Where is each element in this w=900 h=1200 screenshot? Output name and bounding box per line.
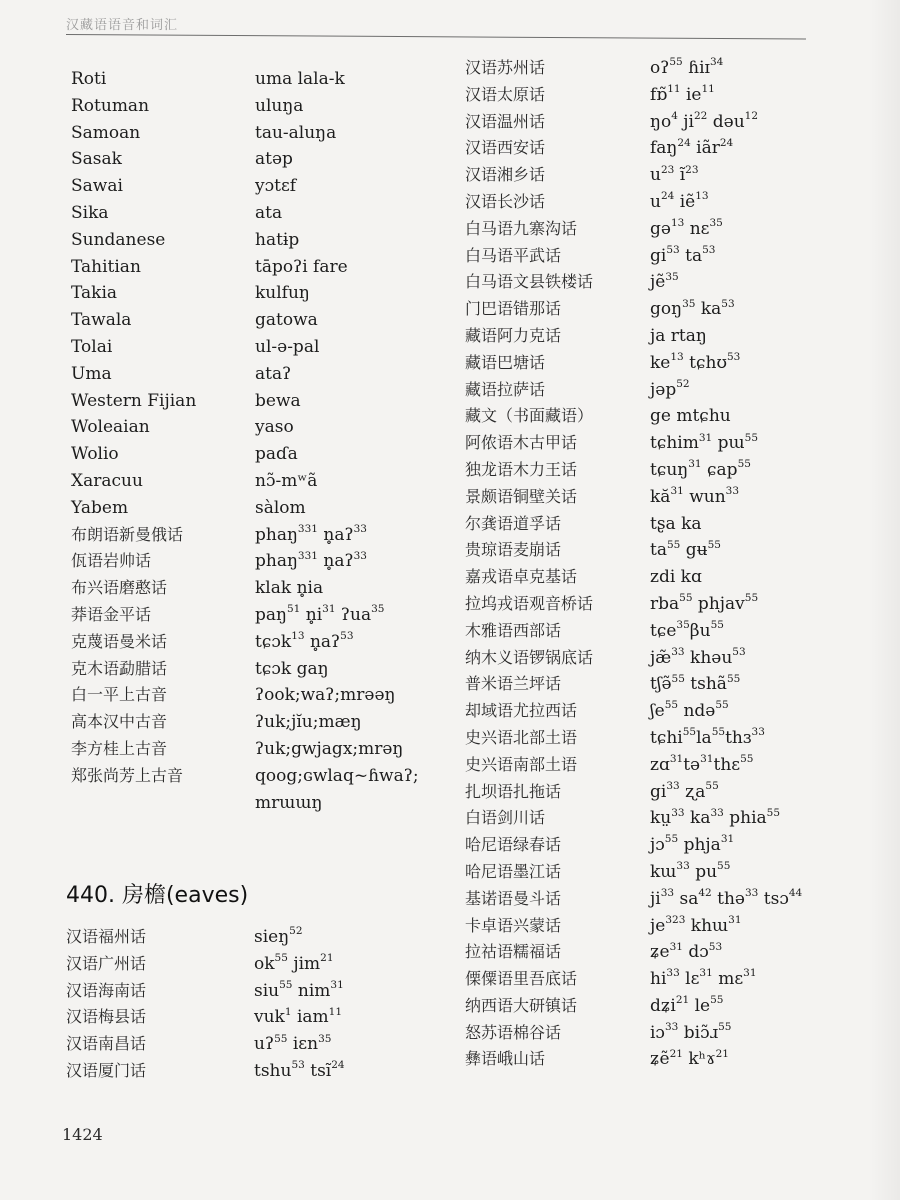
language-name: Western Fijian bbox=[71, 390, 197, 411]
right-column-entries bbox=[465, 55, 885, 1073]
entry-row bbox=[66, 1031, 446, 1058]
language-name: 拉坞戎语观音桥话 bbox=[465, 593, 594, 613]
entry-row bbox=[465, 537, 885, 564]
language-name: 史兴语南部土语 bbox=[465, 754, 578, 774]
word-form: uluŋa bbox=[255, 95, 304, 116]
entry-row bbox=[465, 82, 885, 109]
entry-row bbox=[66, 1004, 446, 1031]
language-name: 汉语海南话 bbox=[66, 980, 147, 1000]
entry-row bbox=[465, 859, 885, 886]
word-form: dʑi$^{21}$ $le^{55}$ bbox=[650, 994, 724, 1016]
language-name: 汉语南昌话 bbox=[66, 1034, 147, 1054]
word-form: nɔ̃-mʷã bbox=[255, 470, 318, 491]
entry-row bbox=[465, 323, 885, 350]
word-form: zɑ$^{31}$tə$^{31}$thɛ$^{55}$ bbox=[650, 753, 754, 775]
language-name: 汉语西安话 bbox=[465, 138, 546, 158]
word-form: $kă^{31}$ wun$^{33}$ bbox=[650, 485, 740, 507]
entry-row bbox=[465, 1020, 885, 1047]
word-form: ul-ə-pal bbox=[255, 336, 320, 357]
language-name: 汉语广州话 bbox=[66, 953, 147, 973]
language-name: 贵琼语麦崩话 bbox=[465, 540, 562, 560]
entry-row bbox=[71, 763, 451, 790]
language-name: 汉语厦门话 bbox=[66, 1060, 147, 1080]
page-number: 1424 bbox=[62, 1125, 103, 1144]
language-name: 史兴语北部土语 bbox=[465, 727, 578, 747]
word-form: ʔook;waʔ;mrəəŋ bbox=[255, 685, 396, 706]
section-heading: 440. 房檐(eaves) bbox=[66, 883, 249, 908]
entry-row bbox=[71, 709, 451, 736]
language-name: 藏语拉萨话 bbox=[465, 379, 546, 399]
word-form: $gi^{53}$ $ta^{53}$ bbox=[650, 243, 716, 266]
entry-row bbox=[71, 414, 451, 441]
entry-row bbox=[71, 575, 451, 602]
word-form: $ok^{55}$ jim$^{21}$ bbox=[254, 952, 334, 974]
language-name: Samoan bbox=[71, 122, 141, 143]
language-name: Takia bbox=[71, 283, 118, 304]
entry-row bbox=[465, 109, 885, 136]
page-edge-shadow bbox=[870, 0, 900, 1200]
language-name: 白马语九寨沟话 bbox=[465, 218, 578, 238]
word-form: uma lala-k bbox=[255, 69, 345, 89]
entry-row bbox=[71, 656, 451, 683]
word-form: $tɕe^{35}\beta u^{55}$ bbox=[650, 619, 724, 641]
entry-row bbox=[465, 377, 885, 404]
entry-row bbox=[465, 645, 885, 672]
word-form: kulfuŋ bbox=[255, 283, 310, 304]
language-name: 汉语苏州话 bbox=[465, 58, 546, 77]
language-name: 汉语温州话 bbox=[465, 111, 546, 131]
entry-row bbox=[71, 468, 451, 495]
entry-row bbox=[465, 966, 885, 993]
language-name: Uma bbox=[71, 363, 112, 384]
word-form: kṳ$^{33}$ $ka^{33}$ phia$^{55}$ bbox=[650, 806, 781, 829]
language-name: 布兴语磨憨话 bbox=[71, 578, 168, 598]
language-name: Sundanese bbox=[71, 229, 166, 250]
word-form: tɕhim$^{31}$ pɯ$^{55}$ bbox=[650, 431, 759, 454]
entry-row bbox=[71, 307, 451, 334]
entry-row bbox=[71, 790, 451, 817]
word-form: vuk$^1$ iam$^{11}$ bbox=[254, 1005, 343, 1028]
entry-row bbox=[465, 886, 885, 913]
word-form: yɔtɛf bbox=[255, 176, 297, 197]
language-name: 纳木义语锣锅底话 bbox=[465, 647, 594, 667]
language-name: 白马语平武话 bbox=[465, 245, 562, 265]
entry-row bbox=[465, 832, 885, 859]
entry-row bbox=[465, 939, 885, 966]
word-form: jɔ$^{55}$ phja$^{31}$ bbox=[650, 833, 735, 856]
eaves-entries bbox=[66, 924, 446, 1085]
language-name: 郑张尚芳上古音 bbox=[71, 765, 184, 785]
language-name: 阿侬语木古甲话 bbox=[465, 433, 578, 453]
language-name: 门巴语错那话 bbox=[465, 299, 562, 319]
entry-row bbox=[71, 120, 451, 147]
entry-row bbox=[465, 1046, 885, 1073]
language-name: 哈尼语绿春话 bbox=[465, 835, 562, 855]
word-form: $je^{323}$ khɯ$^{31}$ bbox=[650, 913, 742, 936]
entry-row bbox=[66, 924, 446, 951]
entry-row bbox=[71, 548, 451, 575]
language-name: 普米语兰坪话 bbox=[465, 674, 562, 694]
word-form: $ji^{33}$ $sa^{42}$ thə$^{33}$ tsɔ$^{44}$ bbox=[650, 887, 803, 909]
word-form: gatowa bbox=[255, 310, 318, 331]
language-name: Tolai bbox=[71, 336, 113, 357]
word-form: tʂa ka bbox=[650, 513, 702, 534]
word-form: gə$^{13}$ nɛ$^{35}$ bbox=[650, 217, 723, 239]
running-header: 汉藏语语音和词汇 bbox=[66, 18, 179, 33]
word-form: zdi kɑ bbox=[650, 567, 702, 588]
word-form: sàlom bbox=[255, 497, 306, 518]
language-name: 傈僳语里吾底话 bbox=[465, 969, 578, 989]
language-name: Tawala bbox=[71, 310, 132, 331]
word-form: sieŋ$^{52}$ bbox=[254, 925, 303, 947]
word-form: $ke^{13}$ tɕhʊ$^{53}$ bbox=[650, 351, 741, 373]
language-name: Woleaian bbox=[71, 417, 150, 438]
word-form: fɒ̃$^{11}$ $ie^{11}$ bbox=[650, 83, 715, 105]
language-name: 基诺语曼斗话 bbox=[465, 888, 562, 908]
word-form: mrɯɯŋ bbox=[255, 792, 323, 813]
language-name: Xaracuu bbox=[71, 470, 143, 491]
language-name: 汉语福州话 bbox=[66, 927, 147, 946]
word-form: tɕɔk gaŋ bbox=[255, 658, 329, 679]
language-name: 汉语太原话 bbox=[465, 84, 546, 104]
language-name: 彝语峨山话 bbox=[465, 1049, 546, 1069]
entry-row bbox=[465, 511, 885, 538]
entry-row bbox=[465, 296, 885, 323]
entry-row bbox=[71, 173, 451, 200]
entry-row bbox=[66, 1058, 446, 1085]
entry-row bbox=[71, 629, 451, 656]
language-name: 藏语巴塘话 bbox=[465, 352, 546, 372]
word-form: ja rtaŋ bbox=[650, 325, 707, 346]
language-name: 白马语文县铁楼话 bbox=[465, 272, 594, 292]
entry-row bbox=[465, 805, 885, 832]
language-name: 哈尼语墨江话 bbox=[465, 861, 562, 881]
word-form: uʔ$^{55}$ iɛn$^{35}$ bbox=[254, 1032, 332, 1055]
language-name: 藏文（书面藏语） bbox=[465, 406, 594, 426]
word-form: phaŋ$^{331}$ n̥aʔ$^{33}$ bbox=[255, 522, 367, 545]
language-name: Sika bbox=[71, 202, 109, 223]
entry-row bbox=[71, 334, 451, 361]
word-form: ʑẽ$^{21}$ kʰɤ$^{21}$ bbox=[650, 1047, 729, 1070]
language-name: 克木语勐腊话 bbox=[71, 658, 168, 678]
entry-row bbox=[465, 484, 885, 511]
word-form: klak n̥ia bbox=[255, 578, 324, 599]
word-form: phaŋ$^{331}$ n̥aʔ$^{33}$ bbox=[255, 549, 367, 572]
entry-row bbox=[465, 913, 885, 940]
entry-row bbox=[465, 752, 885, 779]
word-form: $tɕhi^{55}la^{55}thɜ^{33}$ bbox=[650, 726, 765, 748]
language-name: 嘉戎语卓克基话 bbox=[465, 567, 578, 587]
entry-row bbox=[66, 951, 446, 978]
language-name: Sasak bbox=[71, 149, 122, 170]
entry-row bbox=[465, 135, 885, 162]
language-name: 藏语阿力克话 bbox=[465, 325, 562, 345]
word-form: ata bbox=[255, 202, 283, 223]
word-form: tāpoʔi fare bbox=[255, 256, 348, 277]
entry-row bbox=[465, 698, 885, 725]
word-form: ʑe$^{31}$ dɔ$^{53}$ bbox=[650, 940, 723, 963]
word-form: kɯ$^{33}$ $pu^{55}$ bbox=[650, 860, 731, 882]
word-form: siu$^{55}$ nim$^{31}$ bbox=[254, 978, 344, 1001]
language-name: Sawai bbox=[71, 176, 123, 197]
language-name: 尔龚语道孚话 bbox=[465, 513, 562, 533]
word-form: tʃə̃$^{55}$ tshã$^{55}$ bbox=[650, 672, 741, 695]
word-form: $hi^{33}$ lɛ$^{31}$ mɛ$^{31}$ bbox=[650, 967, 757, 990]
entry-row bbox=[465, 591, 885, 618]
entry-row bbox=[465, 564, 885, 591]
entry-row bbox=[465, 618, 885, 645]
language-name: 白一平上古音 bbox=[71, 685, 168, 705]
entry-row bbox=[71, 495, 451, 522]
word-form: tɕuŋ$^{31}$ ɕap$^{55}$ bbox=[650, 458, 751, 480]
word-form: jəp$^{52}$ bbox=[650, 377, 690, 400]
entry-row bbox=[71, 280, 451, 307]
entry-row bbox=[71, 682, 451, 709]
entry-row bbox=[66, 978, 446, 1005]
left-column-entries bbox=[71, 66, 451, 816]
entry-row bbox=[465, 55, 885, 82]
word-form: tau-aluŋa bbox=[255, 122, 337, 143]
entry-row bbox=[465, 216, 885, 243]
entry-row bbox=[71, 200, 451, 227]
language-name: 汉语湘乡话 bbox=[465, 165, 546, 185]
word-form: paŋ$^{51}$ $n̥i^{31}$ ʔua$^{35}$ bbox=[255, 603, 385, 625]
word-form: hatɨp bbox=[255, 229, 300, 250]
entry-row bbox=[71, 93, 451, 120]
entry-row bbox=[71, 66, 451, 93]
word-form: ʔuk;gwjagx;mrəŋ bbox=[255, 738, 404, 759]
entry-row bbox=[465, 162, 885, 189]
language-name: 莽语金平话 bbox=[71, 604, 152, 624]
word-form: tɕɔk$^{13}$ n̥aʔ$^{53}$ bbox=[255, 630, 354, 652]
entry-row bbox=[465, 671, 885, 698]
word-form: $gi^{33}$ ʐa$^{55}$ bbox=[650, 779, 719, 802]
language-name: 纳西语大研镇话 bbox=[465, 995, 578, 1015]
word-form: tshu$^{53}$ tsĩ$^{24}$ bbox=[254, 1059, 345, 1081]
entry-row bbox=[465, 725, 885, 752]
word-form: ʔuk;jĭu;mæŋ bbox=[255, 712, 362, 733]
language-name: 景颇语铜壁关话 bbox=[465, 486, 578, 506]
word-form: paɗa bbox=[255, 444, 298, 465]
word-form: yaso bbox=[255, 417, 294, 438]
word-form: $ta^{55}$ gʉ$^{55}$ bbox=[650, 538, 721, 561]
language-name: 独龙语木力王话 bbox=[465, 459, 578, 479]
entry-row bbox=[71, 146, 451, 173]
language-name: Roti bbox=[71, 69, 107, 89]
language-name: 佤语岩帅话 bbox=[71, 551, 152, 571]
language-name: 李方桂上古音 bbox=[71, 738, 168, 758]
language-name: 汉语长沙话 bbox=[465, 191, 546, 211]
entry-row bbox=[465, 350, 885, 377]
entry-row bbox=[71, 736, 451, 763]
entry-row bbox=[71, 441, 451, 468]
entry-row bbox=[71, 522, 451, 549]
language-name: 白语剑川话 bbox=[465, 808, 546, 828]
entry-row bbox=[71, 361, 451, 388]
language-name: 怒苏语棉谷话 bbox=[465, 1022, 562, 1042]
entry-row bbox=[465, 430, 885, 457]
word-form: bewa bbox=[255, 390, 301, 411]
word-form: goŋ$^{35}$ $ka^{53}$ bbox=[650, 297, 735, 320]
word-form: ge mtɕhu bbox=[650, 406, 731, 427]
entry-row bbox=[465, 457, 885, 484]
language-name: Wolio bbox=[71, 444, 119, 465]
word-form: jẽ$^{35}$ bbox=[650, 270, 679, 293]
entry-row bbox=[71, 602, 451, 629]
language-name: 拉祜语糯福话 bbox=[465, 942, 562, 962]
word-form: $u^{24}$ iẽ$^{13}$ bbox=[650, 190, 709, 212]
language-name: 卡卓语兴蒙话 bbox=[465, 915, 562, 935]
word-form: faŋ$^{24}$ iãr$^{24}$ bbox=[650, 136, 734, 159]
language-name: Yabem bbox=[71, 497, 129, 518]
word-form: oʔ$^{55}$ ɦiɪ$^{34}$ bbox=[650, 56, 724, 78]
entry-row bbox=[71, 388, 451, 415]
language-name: Rotuman bbox=[71, 95, 150, 116]
entry-row bbox=[465, 189, 885, 216]
entry-row bbox=[71, 227, 451, 254]
word-form: atəp bbox=[255, 149, 293, 170]
word-form: qoog;ɢwlaq~ɦwaʔ; bbox=[255, 765, 419, 786]
word-form: ʃe$^{55}$ ndə$^{55}$ bbox=[650, 699, 729, 722]
language-name: 高本汉中古音 bbox=[71, 712, 168, 732]
word-form: $u^{23}$ $ĩ^{23}$ bbox=[650, 163, 699, 186]
language-name: 布朗语新曼俄话 bbox=[71, 524, 184, 544]
word-form: jæ̃$^{33}$ khəu$^{53}$ bbox=[650, 645, 746, 668]
language-name: 扎坝语扎拖话 bbox=[465, 781, 562, 801]
language-name: 却域语尤拉西话 bbox=[465, 701, 578, 721]
word-form: $ŋo^4$ $ji^{22}$ dəu$^{12}$ bbox=[650, 109, 759, 132]
language-name: 克蔑语曼米话 bbox=[71, 631, 168, 651]
entry-row bbox=[465, 269, 885, 296]
entry-row bbox=[71, 254, 451, 281]
header-rule bbox=[66, 34, 806, 40]
word-form: iɔ$^{33}$ biɔ̃ɹ$^{55}$ bbox=[650, 1021, 732, 1043]
language-name: Tahitian bbox=[71, 256, 141, 277]
entry-row bbox=[465, 403, 885, 430]
entry-row bbox=[465, 993, 885, 1020]
word-form: ataʔ bbox=[255, 363, 292, 384]
word-form: rba$^{55}$ phjav$^{55}$ bbox=[650, 592, 759, 614]
entry-row bbox=[465, 779, 885, 806]
language-name: 木雅语西部话 bbox=[465, 620, 562, 640]
language-name: 汉语梅县话 bbox=[66, 1007, 147, 1027]
entry-row bbox=[465, 243, 885, 270]
